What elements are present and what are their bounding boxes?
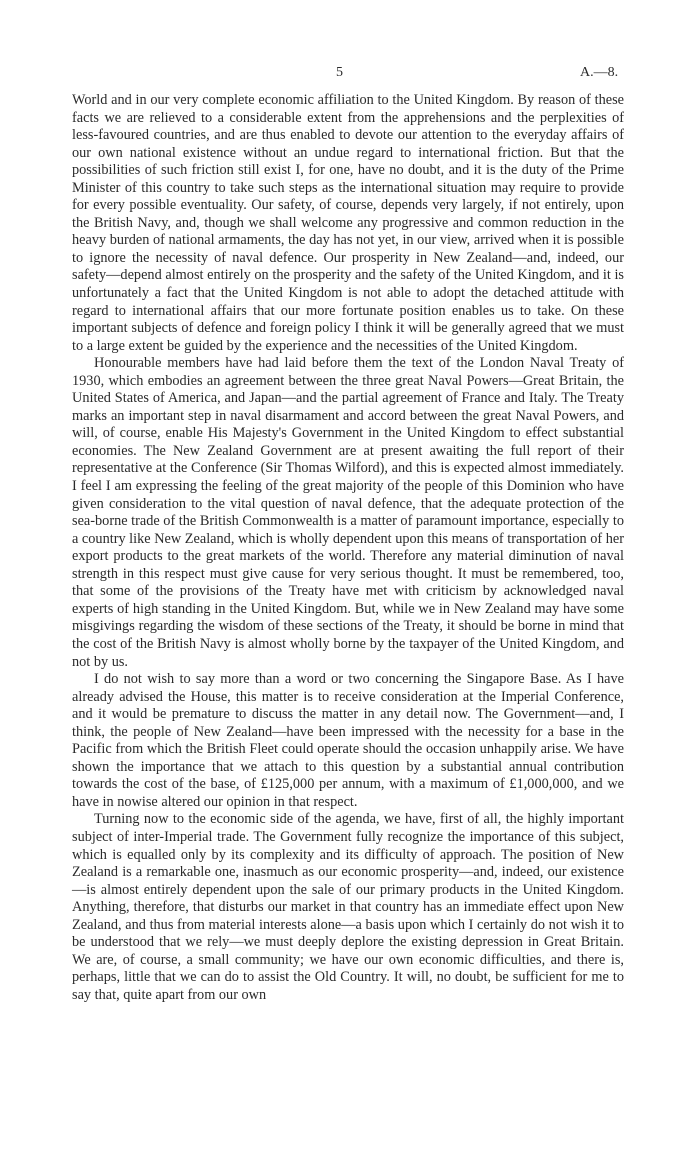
- paragraph-naval-treaty: Honourable members have had laid before them the text of the London Naval Treaty of 1930, which embodies an agreement between the three great Naval Powers—Great Britain, the United States of America, and Japan—and the partial agreement of France and Italy. The Treaty marks an important step in naval disarmament and accord between the great Naval Powers, and will, of course, enable His Majesty's Government in the United Kingdom to effect substantial economies. The New Zealand Government are at present awaiting the full report of their representative at the Conference (Sir Thomas Wilford), and this is expected almost immediately. I feel I am expressing the feeling of the great majority of the people of this Dominion who have given consideration to the vital question of naval defence, that the adequate protection of the sea-borne trade of the British Commonwealth is a matter of paramount importance, especially to a country like New Zealand, which is wholly dependent upon this means of transportation of her export products to the great markets of the world. Therefore any material diminution of naval strength in this respect must give cause for very serious thought. It must be remembered, too, that some of the provisions of the Treaty have met with criticism by acknowledged naval experts of high standing in the United Kingdom. But, while we in New Zealand may have some misgivings regarding the wisdom of these sections of the Treaty, it should be borne in mind that the cost of the British Navy is almost wholly borne by the taxpayer of the United Kingdom, and not by us.: [72, 355, 624, 670]
- paragraph-continuation: World and in our very complete economic affiliation to the United Kingdom. By reason of these facts we are relieved to a considerable extent from the apprehensions and the perplexities of less-favoured countries, and are thus enabled to devote our attention to the everyday affairs of our own national existence without an undue regard to international friction. But that the possibilities of such friction still exist I, for one, have no doubt, and it is the duty of the Prime Minister of this country to take such steps as the international situation may require to provide for every possible eventuality. Our safety, of course, depends very largely, if not entirely, upon the British Navy, and, though we shall welcome any progressive and common reduction in the heavy burden of national armaments, the day has not yet, in our view, arrived when it is possible to ignore the necessity of naval defence. Our prosperity in New Zealand—and, indeed, our safety—depend almost entirely on the prosperity and the safety of the United Kingdom, and it is unfortunately a fact that the United Kingdom is not able to adopt the detached attitude with regard to international affairs that our more fortunate position enables us to take. On these important subjects of defence and foreign policy I think it will be generally agreed that we must to a large extent be guided by the experience and the necessities of the United Kingdom.: [72, 92, 624, 354]
- paragraph-singapore-base: I do not wish to say more than a word or two concerning the Singapore Base. As I have already advised the House, this matter is to receive consideration at the Imperial Conference, and it would be premature to discuss the matter in any detail now. The Government—and, I think, the people of New Zealand—have been impressed with the necessity for a base in the Pacific from which the British Fleet could operate should the occasion unhappily arise. We have shown the importance that we attach to this question by a substantial annual contribution towards the cost of the base, of £125,000 per annum, with a maximum of £1,000,000, and we have in nowise altered our opinion in that respect.: [72, 671, 624, 810]
- page-number: 5: [336, 65, 343, 80]
- document-reference: A.—8.: [580, 65, 619, 80]
- paragraph-economic-agenda: Turning now to the economic side of the agenda, we have, first of all, the highly important subject of inter-Imperial trade. The Government fully recognize the importance of this subject, which is equalled only by its complexity and its difficulty of approach. The position of New Zealand is a remarkable one, inasmuch as our economic prosperity—and, indeed, our existence—is almost entirely dependent upon the sale of our primary products in the United Kingdom. Anything, therefore, that disturbs our market in that country has an immediate effect upon New Zealand, and thus from material interests alone—a basis upon which I certainly do not wish it to be understood that we rely—we must deeply deplore the existing depression in Great Britain. We are, of course, a small community; we have our own economic difficulties, and there is, perhaps, little that we can do to assist the Old Country. It will, no doubt, be sufficient for me to say that, quite apart from our own: [72, 811, 624, 1003]
- body-text: [72, 92, 624, 1004]
